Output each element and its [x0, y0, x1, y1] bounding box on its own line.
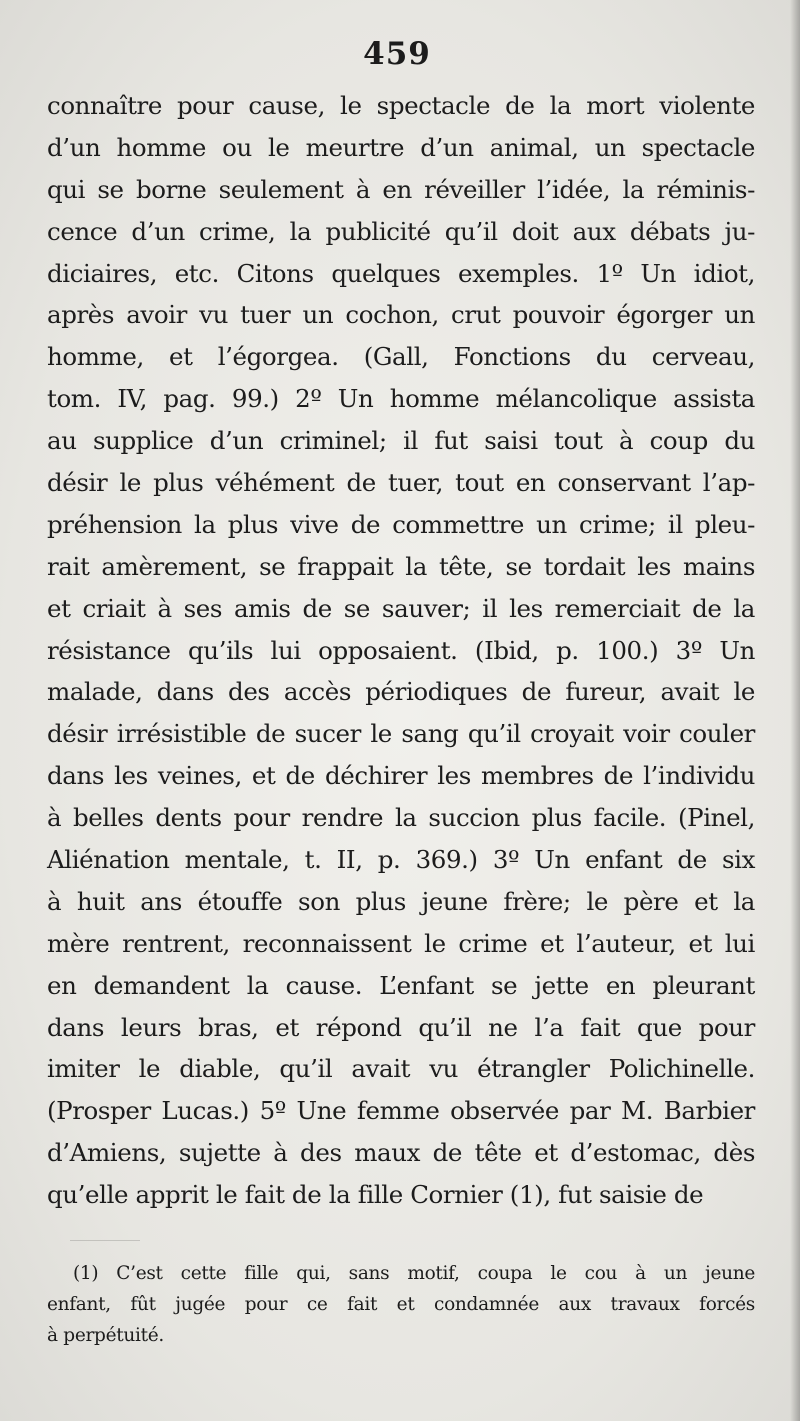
page-number: 459: [363, 36, 431, 72]
text-line: rait amèrement, se frappait la tête, se tordait les mains: [47, 551, 755, 581]
text-line: dans leurs bras, et répond qu’il ne l’a fait que pour: [47, 1012, 755, 1042]
text-line: malade, dans des accès périodiques de fureur, avait le: [47, 677, 755, 707]
text-line: mère rentrent, reconnaissent le crime et l’auteur, et lui: [47, 928, 755, 958]
text-line: en demandent la cause. L’enfant se jette en pleurant: [47, 970, 755, 1000]
page-edge-shadow: [790, 0, 800, 1421]
footnote-line: à perpétuité.: [47, 1325, 164, 1346]
text-line: (Prosper Lucas.) 5º Une femme observée par M. Barbier: [47, 1096, 755, 1126]
text-line: d’un homme ou le meurtre d’un animal, un spectacle: [47, 132, 755, 162]
text-line: connaître pour cause, le spectacle de la mort violente: [47, 91, 755, 120]
text-line: désir le plus véhément de tuer, tout en conservant l’ap-: [47, 468, 755, 498]
text-line: homme, et l’égorgea. (Gall, Fonctions du cerveau,: [47, 342, 755, 372]
text-line: désir irrésistible de sucer le sang qu’il croyait voir couler: [47, 719, 755, 749]
footnotes: [47, 1258, 755, 1351]
text-line: préhension la plus vive de commettre un crime; il pleu-: [47, 509, 755, 539]
body-text: [47, 85, 755, 1216]
text-line: à huit ans étouffe son plus jeune frère; le père et la: [47, 886, 755, 916]
text-line: dans les veines, et de déchirer les membres de l’individu: [47, 761, 755, 791]
text-line: qui se borne seulement à en réveiller l’idée, la réminis-: [47, 174, 755, 204]
text-line: et criait à ses amis de se sauver; il les remerciait de la: [47, 593, 755, 623]
text-line: d’Amiens, sujette à des maux de tête et d’estomac, dès: [47, 1138, 755, 1168]
text-line: imiter le diable, qu’il avait vu étrangler Polichinelle.: [47, 1054, 755, 1084]
text-line: résistance qu’ils lui opposaient. (Ibid, p. 100.) 3º Un: [47, 635, 755, 665]
footnote-line: (1) C’est cette fille qui, sans motif, coupa le cou à un jeune: [73, 1263, 755, 1284]
text-line: Aliénation mentale, t. II, p. 369.) 3º Un enfant de six: [47, 845, 755, 875]
text-line: cence d’un crime, la publicité qu’il doit aux débats ju-: [47, 216, 755, 246]
footnote-line: enfant, fût jugée pour ce fait et condamnée aux travaux forcés: [47, 1294, 755, 1315]
text-line: tom. IV, pag. 99.) 2º Un homme mélancolique assista: [47, 384, 755, 414]
text-line: au supplice d’un criminel; il fut saisi tout à coup du: [47, 426, 755, 456]
text-line: qu’elle apprit le fait de la fille Cornier (1), fut saisie de: [47, 1180, 704, 1210]
footnote-separator: [70, 1240, 140, 1241]
text-line: après avoir vu tuer un cochon, crut pouvoir égorger un: [47, 300, 755, 330]
text-line: à belles dents pour rendre la succion plus facile. (Pinel,: [47, 803, 755, 833]
text-line: diciaires, etc. Citons quelques exemples. 1º Un idiot,: [47, 258, 755, 288]
